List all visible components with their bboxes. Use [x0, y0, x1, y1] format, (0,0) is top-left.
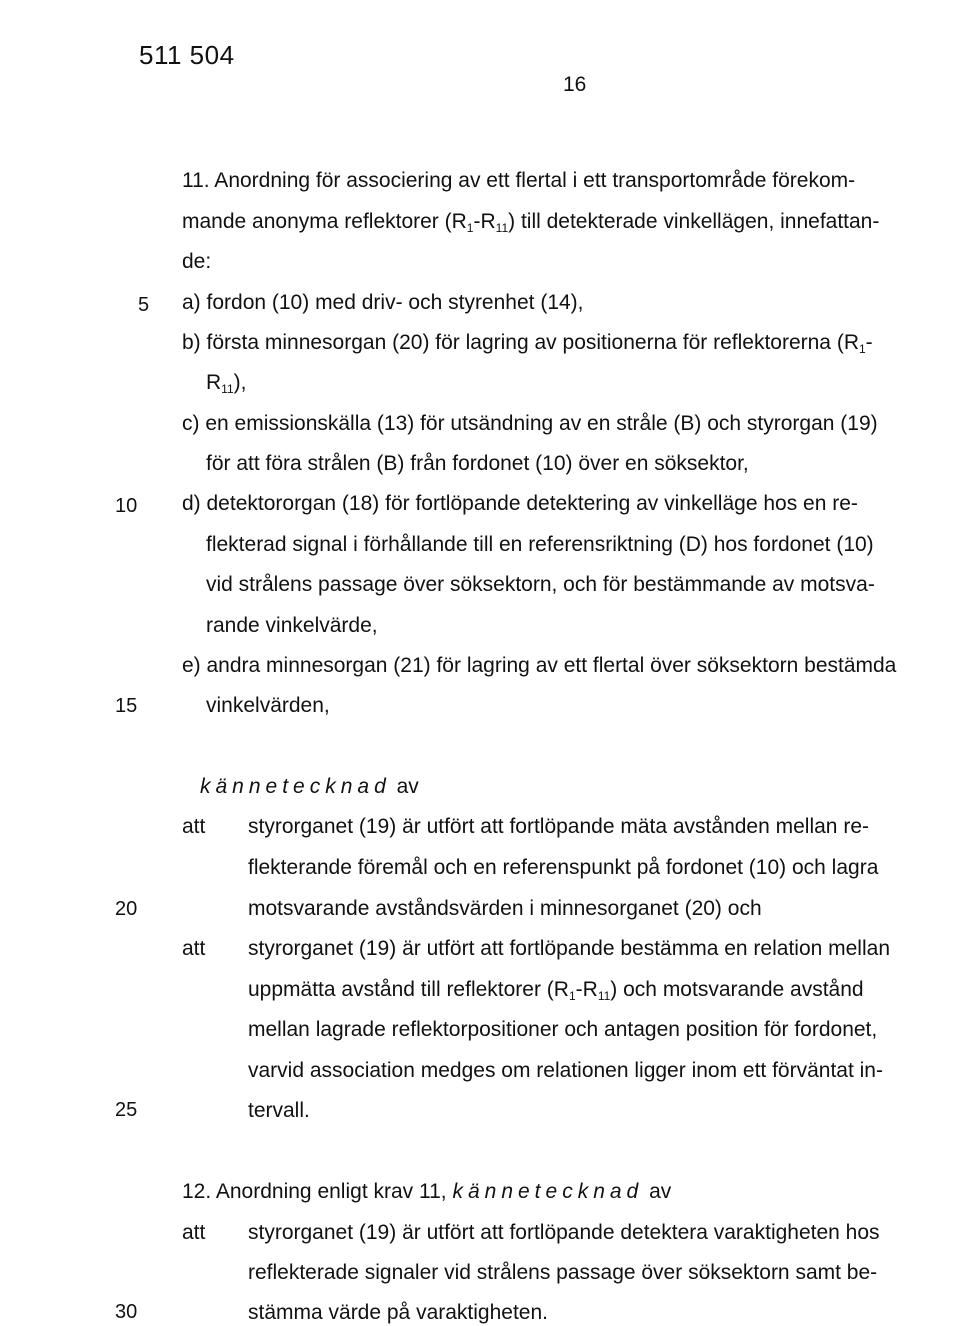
claim-11-line-1: 11. Anordning för associering av ett flertal i ett transportområde förekom- — [182, 169, 856, 192]
item-d-line-4: rande vinkelvärde, — [206, 614, 378, 637]
item-c-line-1: c) en emissionskälla (13) för utsändning av en stråle (B) och styrorgan (19) — [182, 412, 878, 435]
characterized-clause: kännetecknad av — [200, 775, 419, 798]
claim-12-line-1: 12. Anordning enligt krav 11, kännetecknad av — [182, 1180, 672, 1203]
line-number-15: 15 — [115, 695, 138, 717]
att-1: att — [182, 815, 206, 838]
line-number-5: 5 — [138, 294, 150, 316]
att-2: att — [182, 937, 206, 960]
feature-2-line-5: tervall. — [248, 1099, 310, 1122]
claim-12-feature-line-2: reflekterade signaler vid strålens passage över söksektorn samt be- — [248, 1261, 878, 1284]
item-c-line-2: för att föra strålen (B) från fordonet (10) över en söksektor, — [206, 452, 749, 475]
feature-2-line-3: mellan lagrade reflektorpositioner och antagen position för fordonet, — [248, 1018, 878, 1041]
feature-2-line-1: styrorganet (19) är utfört att fortlöpande bestämma en relation mellan — [248, 937, 890, 960]
claim-12-feature-line-3: stämma värde på varaktigheten. — [248, 1301, 548, 1324]
feature-2-line-4: varvid association medges om relationen ligger inom ett förväntat in- — [248, 1059, 883, 1082]
item-d-line-1: d) detektororgan (18) för fortlöpande detektering av vinkelläge hos en re- — [182, 492, 858, 515]
claim-11-line-3: de: — [182, 250, 212, 273]
line-number-25: 25 — [115, 1099, 138, 1121]
feature-1-line-1: styrorganet (19) är utfört att fortlöpande mäta avstånden mellan re- — [248, 815, 869, 838]
feature-2-line-2: uppmätta avstånd till reflektorer $(R_1-R_{11})$ och motsvarande avstånd — [248, 978, 864, 1003]
claim-12-feature-line-1: styrorganet (19) är utfört att fortlöpande detektera varaktigheten hos — [248, 1221, 880, 1244]
feature-1-line-3: motsvarande avståndsvärden i minnesorganet (20) och — [248, 897, 762, 920]
att-3: att — [182, 1221, 206, 1244]
item-d-line-2: flekterad signal i förhållande till en referensriktning (D) hos fordonet (10) — [206, 533, 874, 556]
item-b-line-1: b) första minnesorgan (20) för lagring av positionerna för reflektorerna ($R_1-$ — [182, 331, 873, 356]
item-b-line-2: $R_{11}$), — [206, 371, 247, 396]
item-d-line-3: vid strålens passage över söksektorn, och för bestämmande av motsva- — [206, 573, 875, 596]
patent-number: 511 504 — [139, 40, 235, 70]
feature-1-line-2: flekterande föremål och en referenspunkt på fordonet (10) och lagra — [248, 856, 879, 879]
item-a: a) fordon (10) med driv- och styrenhet (14), — [182, 291, 584, 314]
line-number-10: 10 — [115, 495, 138, 517]
item-e-line-2: vinkelvärden, — [206, 694, 330, 717]
page-number: 16 — [563, 73, 587, 96]
item-e-line-1: e) andra minnesorgan (21) för lagring av ett flertal över söksektorn bestämda — [182, 654, 897, 677]
line-number-20: 20 — [115, 898, 138, 920]
line-number-30: 30 — [115, 1301, 138, 1323]
claim-11-line-2: mande anonyma reflektorer $(R_1-R_{11})$ till detekterade vinkellägen, innefattan- — [182, 210, 880, 235]
